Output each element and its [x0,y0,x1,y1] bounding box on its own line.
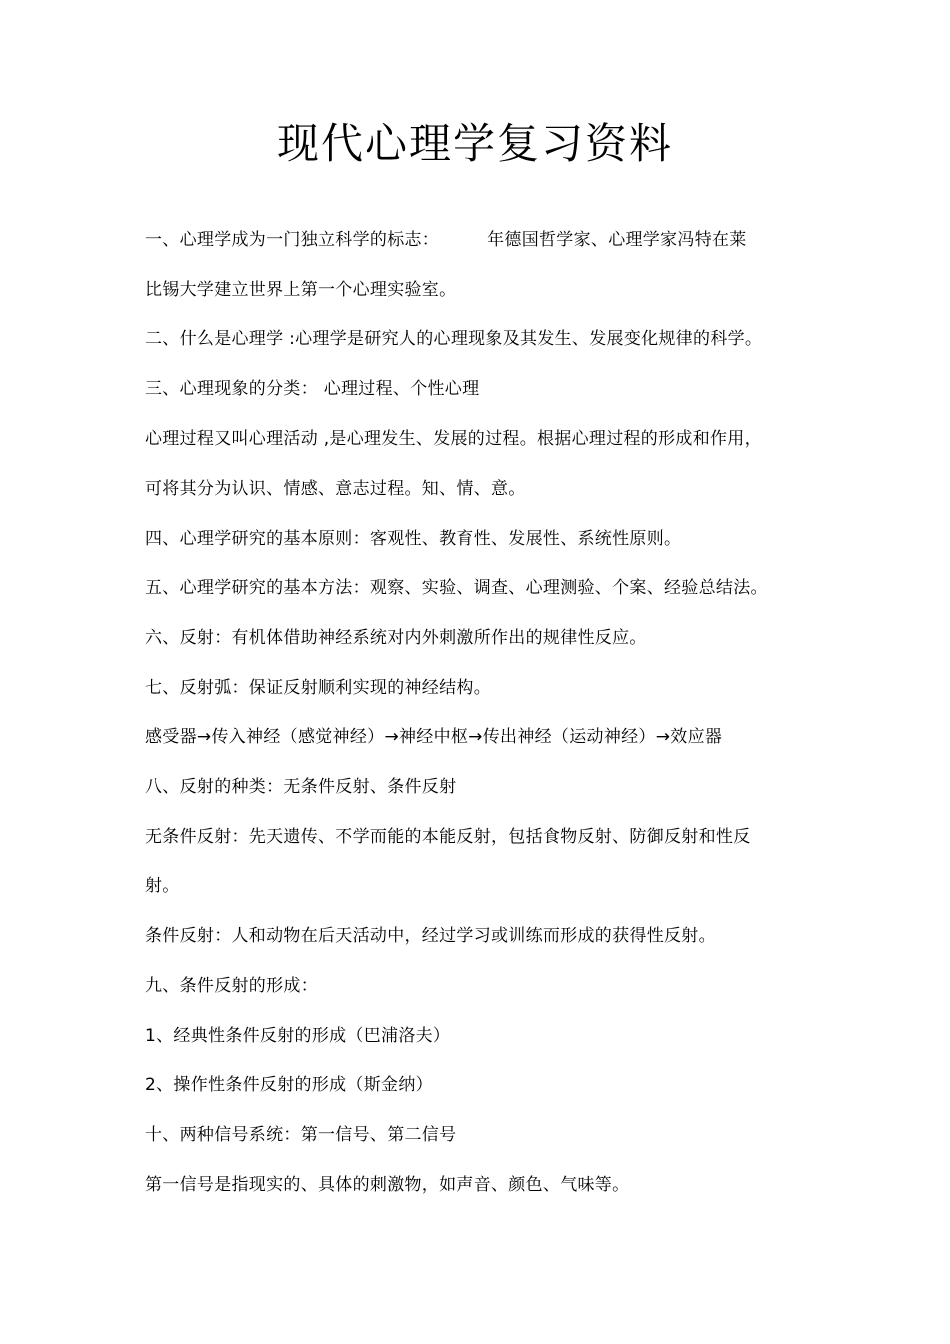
text-line: 2、操作性条件反射的形成（斯金纳） [145,1075,433,1095]
text-line: 十、两种信号系统：第一信号、第二信号 [145,1125,457,1145]
text-line: 五、心理学研究的基本方法：观察、实验、调查、心理测验、个案、经验总结法。 [145,578,768,598]
text-line: 四、心理学研究的基本原则：客观性、教育性、发展性、系统性原则。 [145,529,682,549]
text-line: 二、什么是心理学 :心理学是研究人的心理现象及其发生、发展变化规律的科学。 [145,329,763,349]
text-line: 心理过程又叫心理活动 ,是心理发生、发展的过程。根据心理过程的形成和作用， [145,429,762,449]
text-line: 可将其分为认识、情感、意志过程。知、情、意。 [145,479,526,499]
text-line: 八、反射的种类：无条件反射、条件反射 [145,777,457,797]
text-line: 三、心理现象的分类： 心理过程、个性心理 [145,379,480,399]
text-line: 无条件反射：先天遗传、不学而能的本能反射，包括食物反射、防御反射和性反 [145,827,751,847]
text-line: 六、反射：有机体借助神经系统对内外刺激所作出的规律性反应。 [145,628,647,648]
text-line: 九、条件反射的形成： [145,976,318,996]
text-line: 1、经典性条件反射的形成（巴浦洛夫） [145,1026,451,1046]
page-title: 现代心理学复习资料 [276,119,673,168]
text-line: 比锡大学建立世界上第一个心理实验室。 [145,280,457,300]
text-line-part: 一、心理学成为一门独立科学的标志： [145,230,440,250]
text-line: 射。 [145,876,180,896]
text-line-part: 年德国哲学家、心理学家冯特在莱 [487,230,747,250]
text-line: 七、反射弧：保证反射顺利实现的神经结构。 [145,678,491,698]
text-line: 条件反射：人和动物在后天活动中，经过学习或训练而形成的获得性反射。 [145,926,716,946]
text-line: 感受器→传入神经（感觉神经）→神经中枢→传出神经（运动神经）→效应器 [145,727,723,747]
text-line: 第一信号是指现实的、具体的刺激物，如声音、颜色、气味等。 [145,1175,630,1195]
text-line [145,228,825,252]
